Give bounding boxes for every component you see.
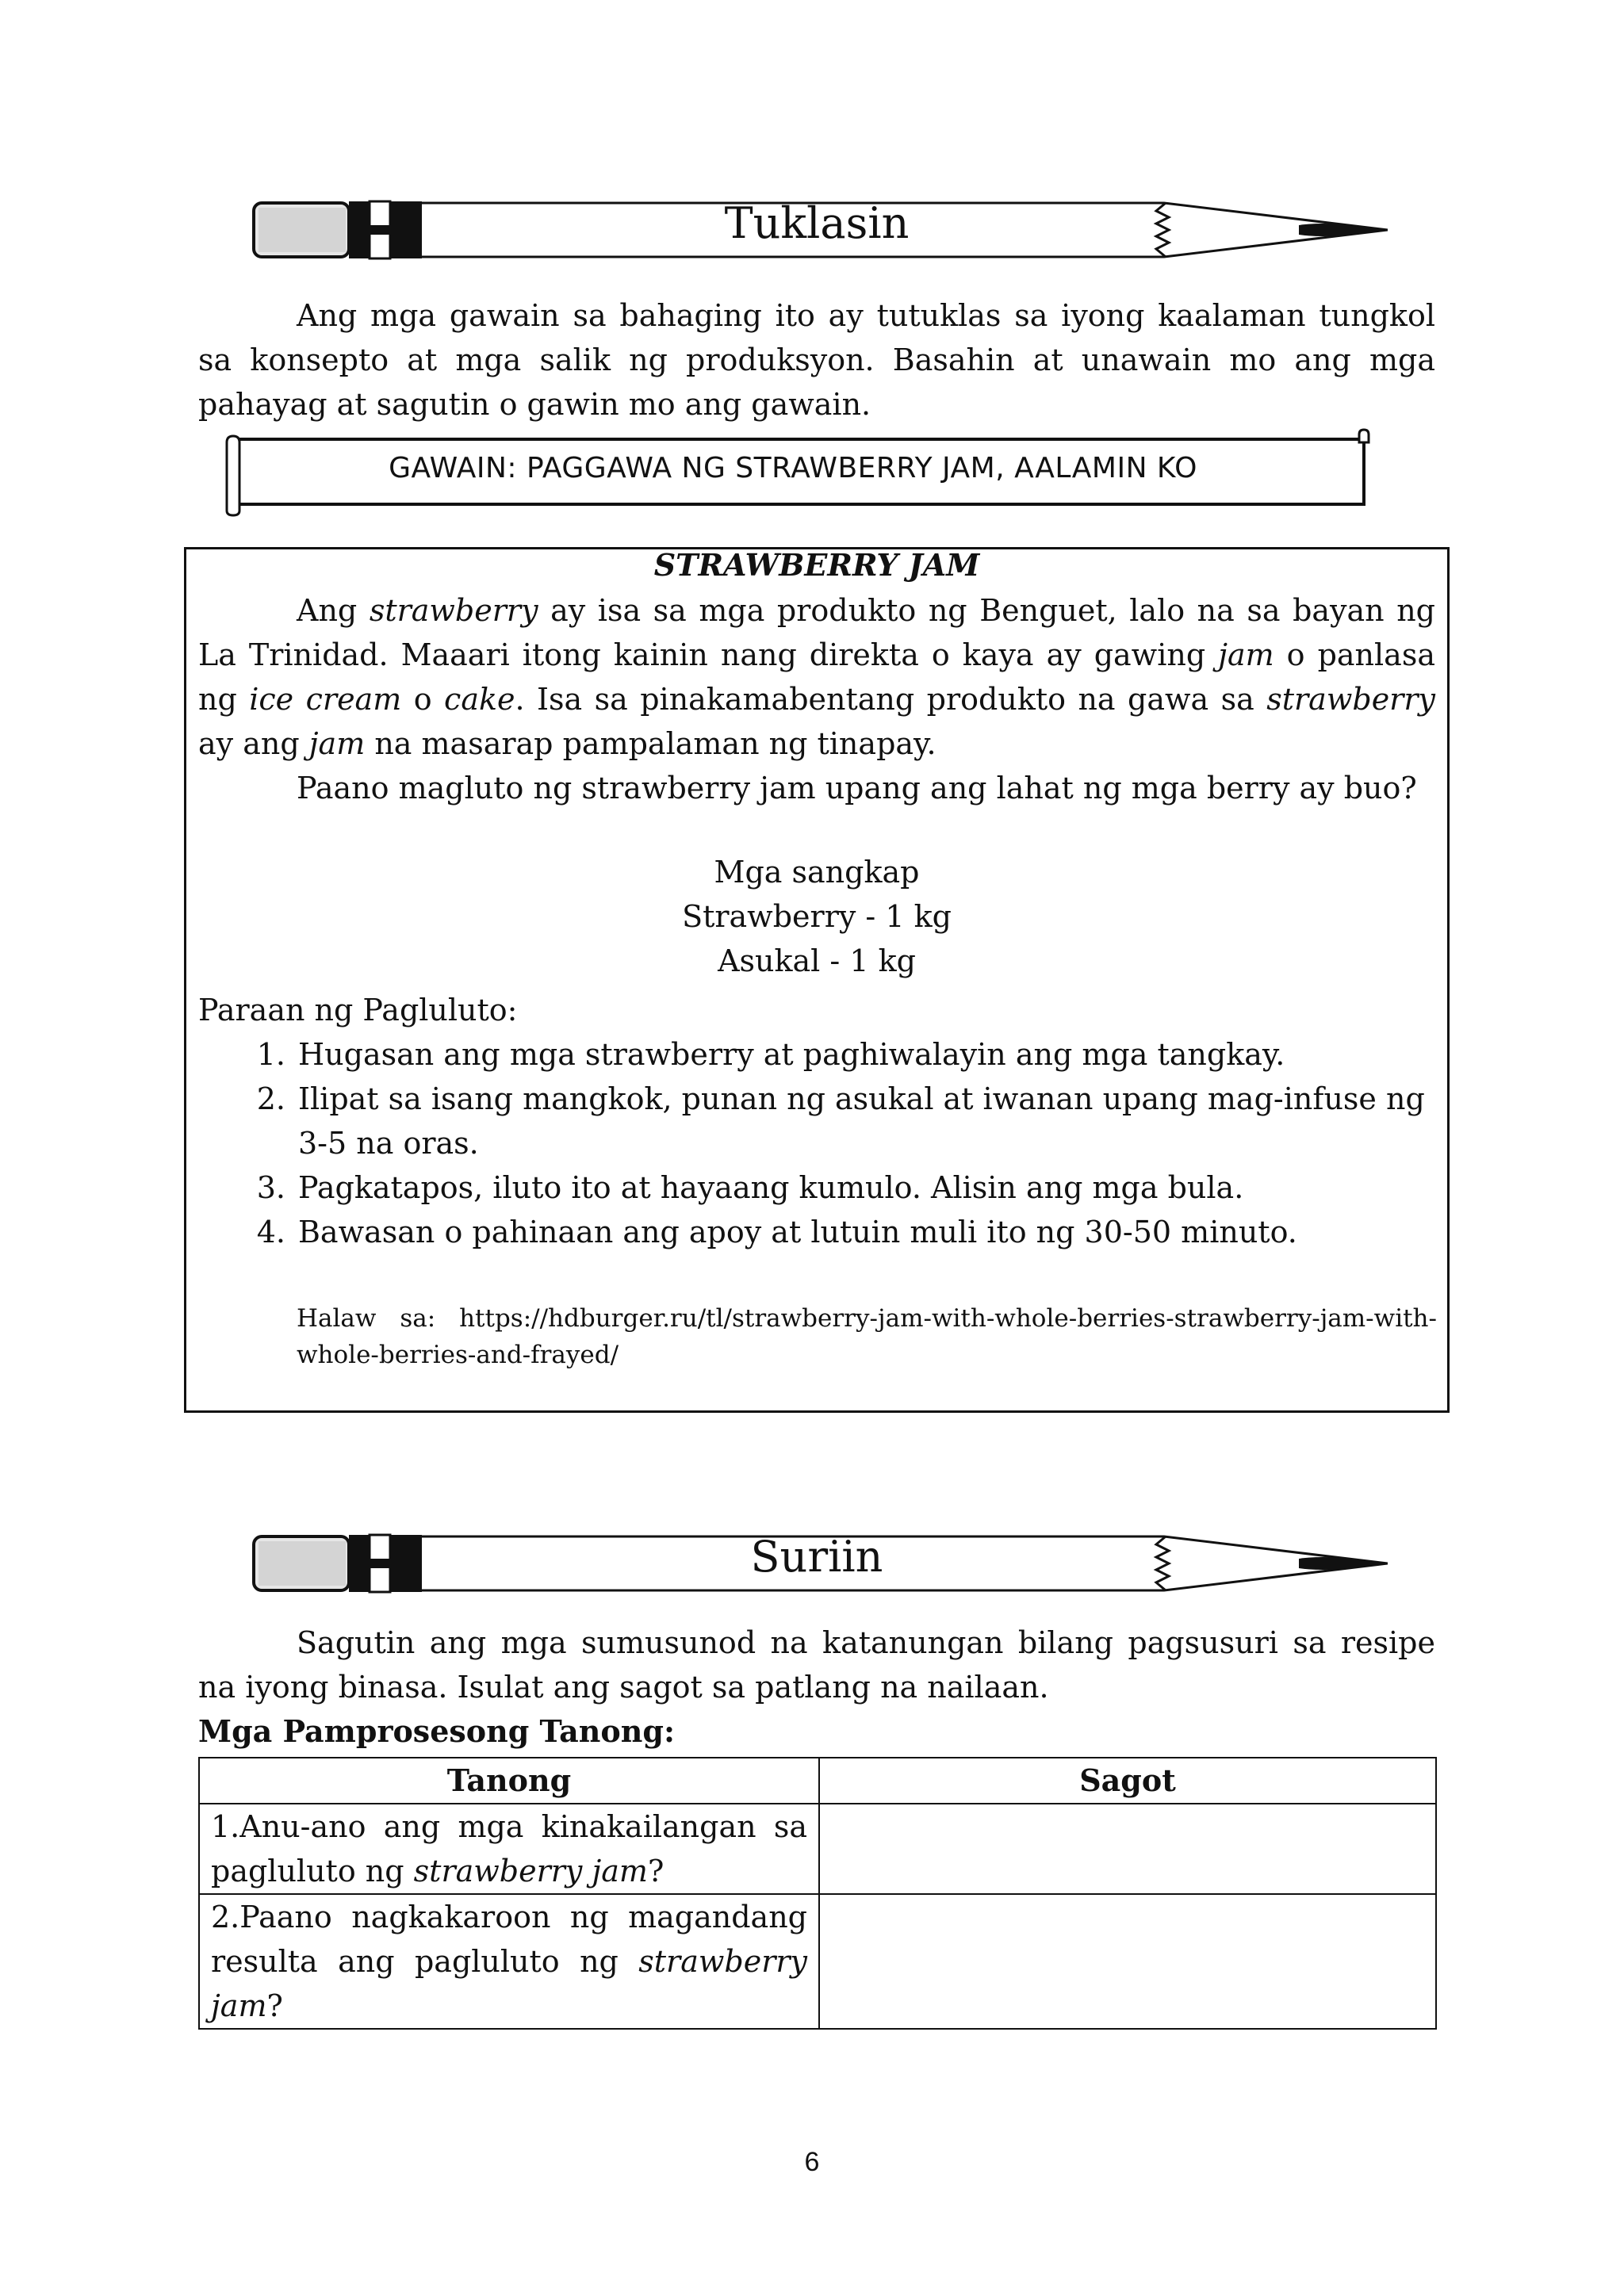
- column-header-tanong: Tanong: [199, 1758, 819, 1804]
- table-row: [199, 1894, 1436, 2029]
- step-number: 1.: [256, 1037, 285, 1072]
- tuklasin-intro: Ang mga gawain sa bahaging ito ay tutuklas sa iyong kaalaman tungkol sa konsepto at mga salik ng produksyon. Basahin at unawain mo ang mga pahayag at sagutin o gawin mo ang gawain.: [198, 298, 1435, 422]
- column-header-sagot: Sagot: [819, 1758, 1436, 1804]
- recipe-source: Halaw sa: https://hdburger.ru/tl/strawberry-jam-with-whole-berries-strawberry-jam-with-whole-berries-and-frayed/: [297, 1304, 1437, 1369]
- activity-banner-text: GAWAIN: PAGGAWA NG STRAWBERRY JAM, AALAMIN KO: [389, 452, 1197, 484]
- page-number: 6: [804, 2147, 820, 2177]
- answer-cell[interactable]: [819, 1894, 1436, 2029]
- table-row: [199, 1804, 1436, 1894]
- step-text: Pagkatapos, iluto ito at hayaang kumulo. Alisin ang mga bula.: [298, 1170, 1244, 1205]
- step-text: Ilipat sa isang mangkok, punan ng asukal at iwanan upang mag-infuse ng 3-5 na oras.: [298, 1081, 1425, 1161]
- step-number: 4.: [256, 1215, 285, 1249]
- step-number: 2.: [256, 1081, 285, 1116]
- ingredient-item: Asukal - 1 kg: [718, 943, 916, 978]
- step-text: Bawasan o pahinaan ang apoy at lutuin muli ito ng 30-50 minuto.: [298, 1215, 1297, 1249]
- ingredient-item: Strawberry - 1 kg: [682, 899, 952, 934]
- recipe-paragraph: Ang strawberry ay isa sa mga produkto ng Benguet, lalo na sa bayan ng La Trinidad. Maaari itong kainin nang direkta o kaya ay gawing jam o panlasa ng ice cream o cake. Isa sa pinakamabentang produkto na gawa sa strawberry ay ang jam na masarap pampalaman ng tinapay.: [198, 593, 1436, 761]
- question-cell: 2.Paano nagkakaroon ng magandang resulta ang pagluluto ng strawberry jam?: [199, 1894, 819, 2029]
- step-text: Hugasan ang mga strawberry at paghiwalayin ang mga tangkay.: [298, 1037, 1285, 1072]
- method-heading: Paraan ng Pagluluto:: [198, 993, 518, 1027]
- suriin-intro: Sagutin ang mga sumusunod na katanungan bilang pagsusuri sa resipe na iyong binasa. Isulat ang sagot sa patlang na nailaan.: [198, 1625, 1435, 1705]
- recipe-title: STRAWBERRY JAM: [653, 547, 980, 583]
- question-cell: 1.Anu-ano ang mga kinakailangan sa pagluluto ng strawberry jam?: [199, 1804, 819, 1894]
- answer-cell[interactable]: [819, 1804, 1436, 1894]
- step-number: 3.: [256, 1170, 285, 1205]
- ingredients-heading: Mga sangkap: [714, 855, 920, 890]
- questions-table: [198, 1757, 1437, 2030]
- table-header-row: [199, 1758, 1436, 1804]
- table-title: Mga Pamprosesong Tanong:: [198, 1713, 676, 1749]
- section-title-tuklasin: Tuklasin: [724, 198, 910, 248]
- section-title-suriin: Suriin: [750, 1532, 883, 1582]
- recipe-question: Paano magluto ng strawberry jam upang ang lahat ng mga berry ay buo?: [297, 771, 1417, 806]
